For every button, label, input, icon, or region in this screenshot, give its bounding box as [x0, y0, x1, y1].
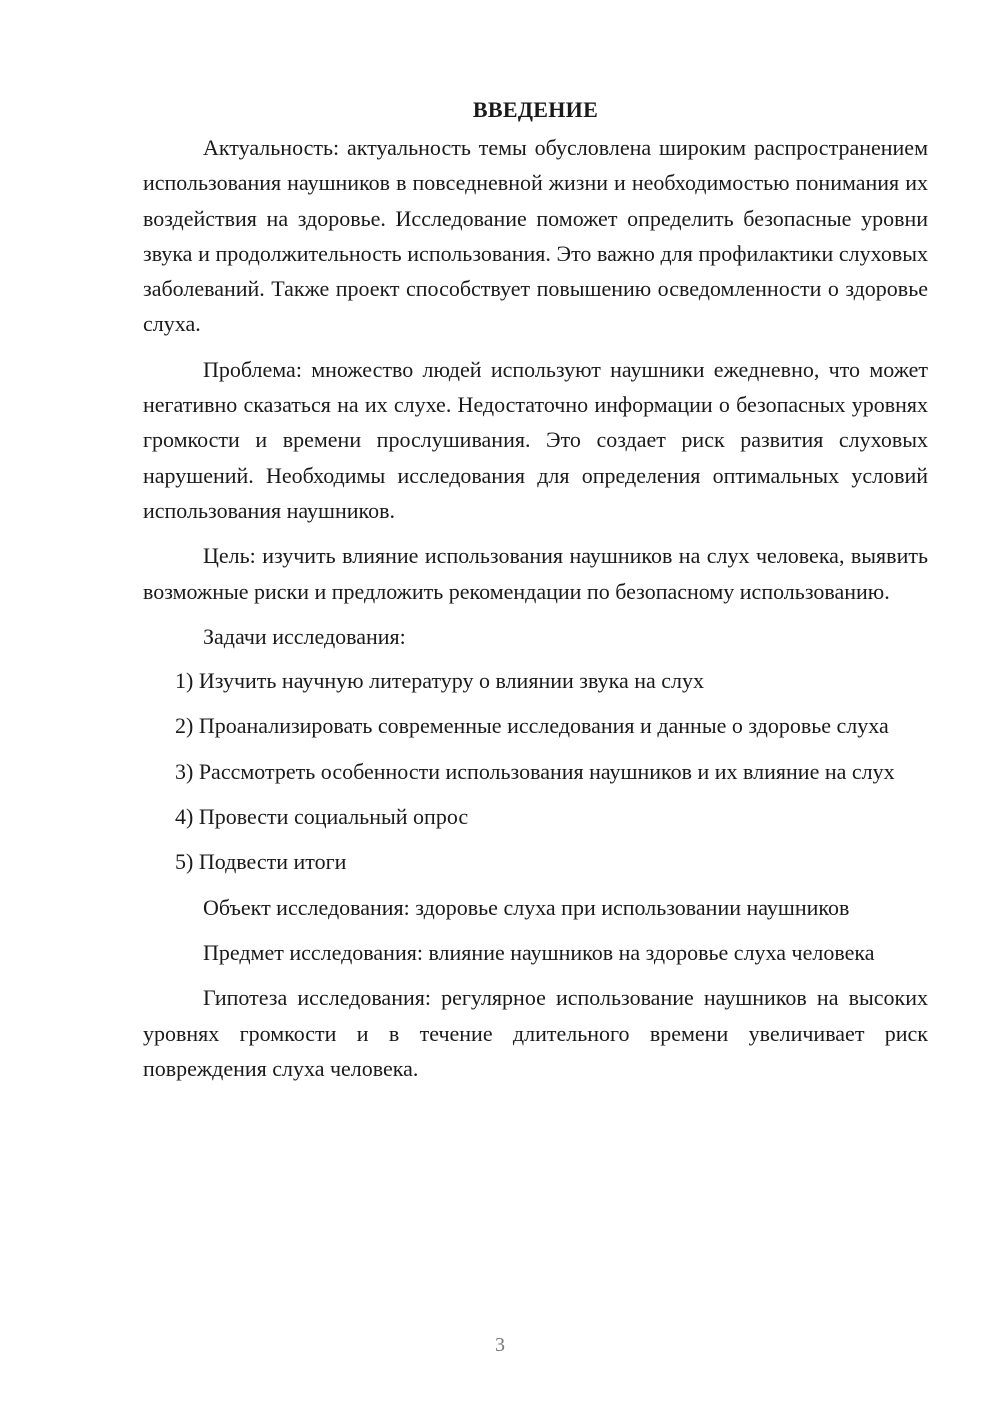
- task-item: 5) Подвести итоги: [175, 849, 347, 875]
- relevance-paragraph: Актуальность: актуальность темы обусловлена широким распространением использования наушников в повседневной жизни и необходимостью понимания их воздействия на здоровье. Исследование поможет определить безопасные уровни звука и продолжительность использования. Это важно для профилактики слуховых заболеваний. Также проект способствует повышению осведомленности о здоровье слуха.: [143, 135, 928, 337]
- tasks-list: [143, 663, 928, 879]
- task-item: 1) Изучить научную литературу о влиянии звука на слух: [175, 668, 704, 694]
- problem-paragraph: Проблема: множество людей используют наушники ежедневно, что может негативно сказаться на их слухе. Недостаточно информации о безопасных уровнях громкости и времени прослушивания. Это создает риск развития слуховых нарушений. Необходимы исследования для определения оптимальных условий использования наушников.: [143, 356, 928, 523]
- goal-paragraph: Цель: изучить влияние использования наушников на слух человека, выявить возможные риски и предложить рекомендации по безопасному использованию.: [143, 543, 928, 604]
- task-item: 3) Рассмотреть особенности использования наушников и их влияние на слух: [175, 758, 895, 784]
- document-page: [143, 92, 928, 1096]
- tasks-heading: Задачи исследования:: [203, 623, 406, 649]
- object-paragraph: Объект исследования: здоровье слуха при использовании наушников: [203, 894, 850, 920]
- page-number: 3: [495, 1334, 505, 1356]
- hypothesis-paragraph: Гипотеза исследования: регулярное использование наушников на высоких уровнях громкости и в течение длительного времени увеличивает риск повреждения слуха человека.: [143, 985, 928, 1081]
- task-item: 2) Проанализировать современные исследования и данные о здоровье слуха: [175, 713, 889, 739]
- section-title: ВВЕДЕНИЕ: [472, 97, 599, 122]
- subject-paragraph: Предмет исследования: влияние наушников на здоровье слуха человека: [203, 939, 875, 965]
- task-item: 4) Провести социальный опрос: [175, 804, 469, 830]
